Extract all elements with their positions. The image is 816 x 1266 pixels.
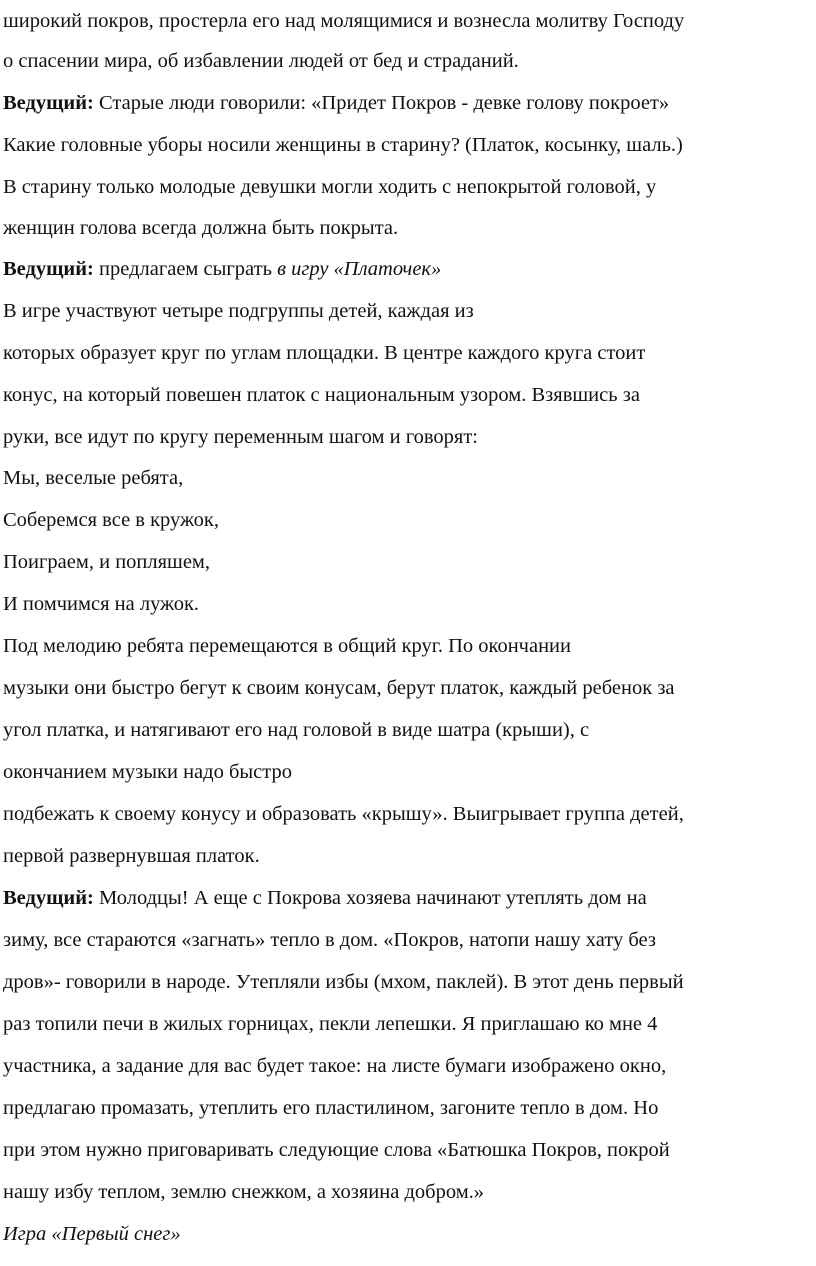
text-line: которых образует круг по углам площадки. В центре каждого круга стоит: [3, 342, 646, 364]
text-line: В игре участвуют четыре подгруппы детей, каждая из: [3, 300, 474, 322]
text-line: Ведущий: Старые люди говорили: «Придет Покров - девке голову покроет»: [3, 92, 670, 114]
text-line: зиму, все стараются «загнать» тепло в дом. «Покров, натопи нашу хату без: [3, 929, 656, 951]
game-title: в игру «Платочек»: [277, 258, 442, 280]
poem-line: Соберемся все в кружок,: [3, 509, 220, 531]
poem-line: Мы, веселые ребята,: [3, 467, 184, 489]
speaker-label: Ведущий:: [3, 258, 94, 280]
text-line: первой развернувшая платок.: [3, 845, 260, 867]
text-line: при этом нужно приговаривать следующие слова «Батюшка Покров, покрой: [3, 1139, 670, 1161]
text-line: окончанием музыки надо быстро: [3, 761, 292, 783]
text-line: конус, на который повешен платок с национальным узором. Взявшись за: [3, 384, 640, 406]
text-line: Какие головные уборы носили женщины в старину? (Платок, косынку, шаль.): [3, 134, 683, 156]
text-line: широкий покров, простерла его над молящимися и вознесла молитву Господу: [3, 10, 685, 32]
section-heading: Игра «Первый снег»: [3, 1223, 181, 1245]
text-line: угол платка, и натягивают его над головой в виде шатра (крыши), с: [3, 719, 590, 741]
text-line: женщин голова всегда должна быть покрыта.: [3, 217, 399, 239]
text-line: о спасении мира, об избавлении людей от бед и страданий.: [3, 50, 519, 72]
poem-line: И помчимся на лужок.: [3, 593, 200, 615]
text-line: руки, все идут по кругу переменным шагом и говорят:: [3, 426, 479, 448]
text-line: Ведущий: предлагаем сыграть в игру «Платочек»: [3, 258, 442, 280]
text-line: музыки они быстро бегут к своим конусам, берут платок, каждый ребенок за: [3, 677, 675, 699]
speaker-label: Ведущий:: [3, 887, 94, 909]
text-line: дров»- говорили в народе. Утепляли избы (мхом, паклей). В этот день первый: [3, 971, 684, 993]
text-line: предлагаю промазать, утеплить его пластилином, загоните тепло в дом. Но: [3, 1097, 659, 1119]
speaker-label: Ведущий:: [3, 92, 94, 114]
text-line: нашу избу теплом, землю снежком, а хозяина добром.»: [3, 1181, 485, 1203]
text-line: участника, а задание для вас будет такое: на листе бумаги изображено окно,: [3, 1055, 667, 1077]
text-line: раз топили печи в жилых горницах, пекли лепешки. Я приглашаю ко мне 4: [3, 1013, 658, 1035]
text-line: Ведущий: Молодцы! А еще с Покрова хозяева начинают утеплять дом на: [3, 887, 647, 909]
text-line: Под мелодию ребята перемещаются в общий круг. По окончании: [3, 635, 571, 657]
text-line: подбежать к своему конусу и образовать «крышу». Выигрывает группа детей,: [3, 803, 684, 825]
poem-line: Поиграем, и попляшем,: [3, 551, 211, 573]
text-line: В старину только молодые девушки могли ходить с непокрытой головой, у: [3, 176, 657, 198]
